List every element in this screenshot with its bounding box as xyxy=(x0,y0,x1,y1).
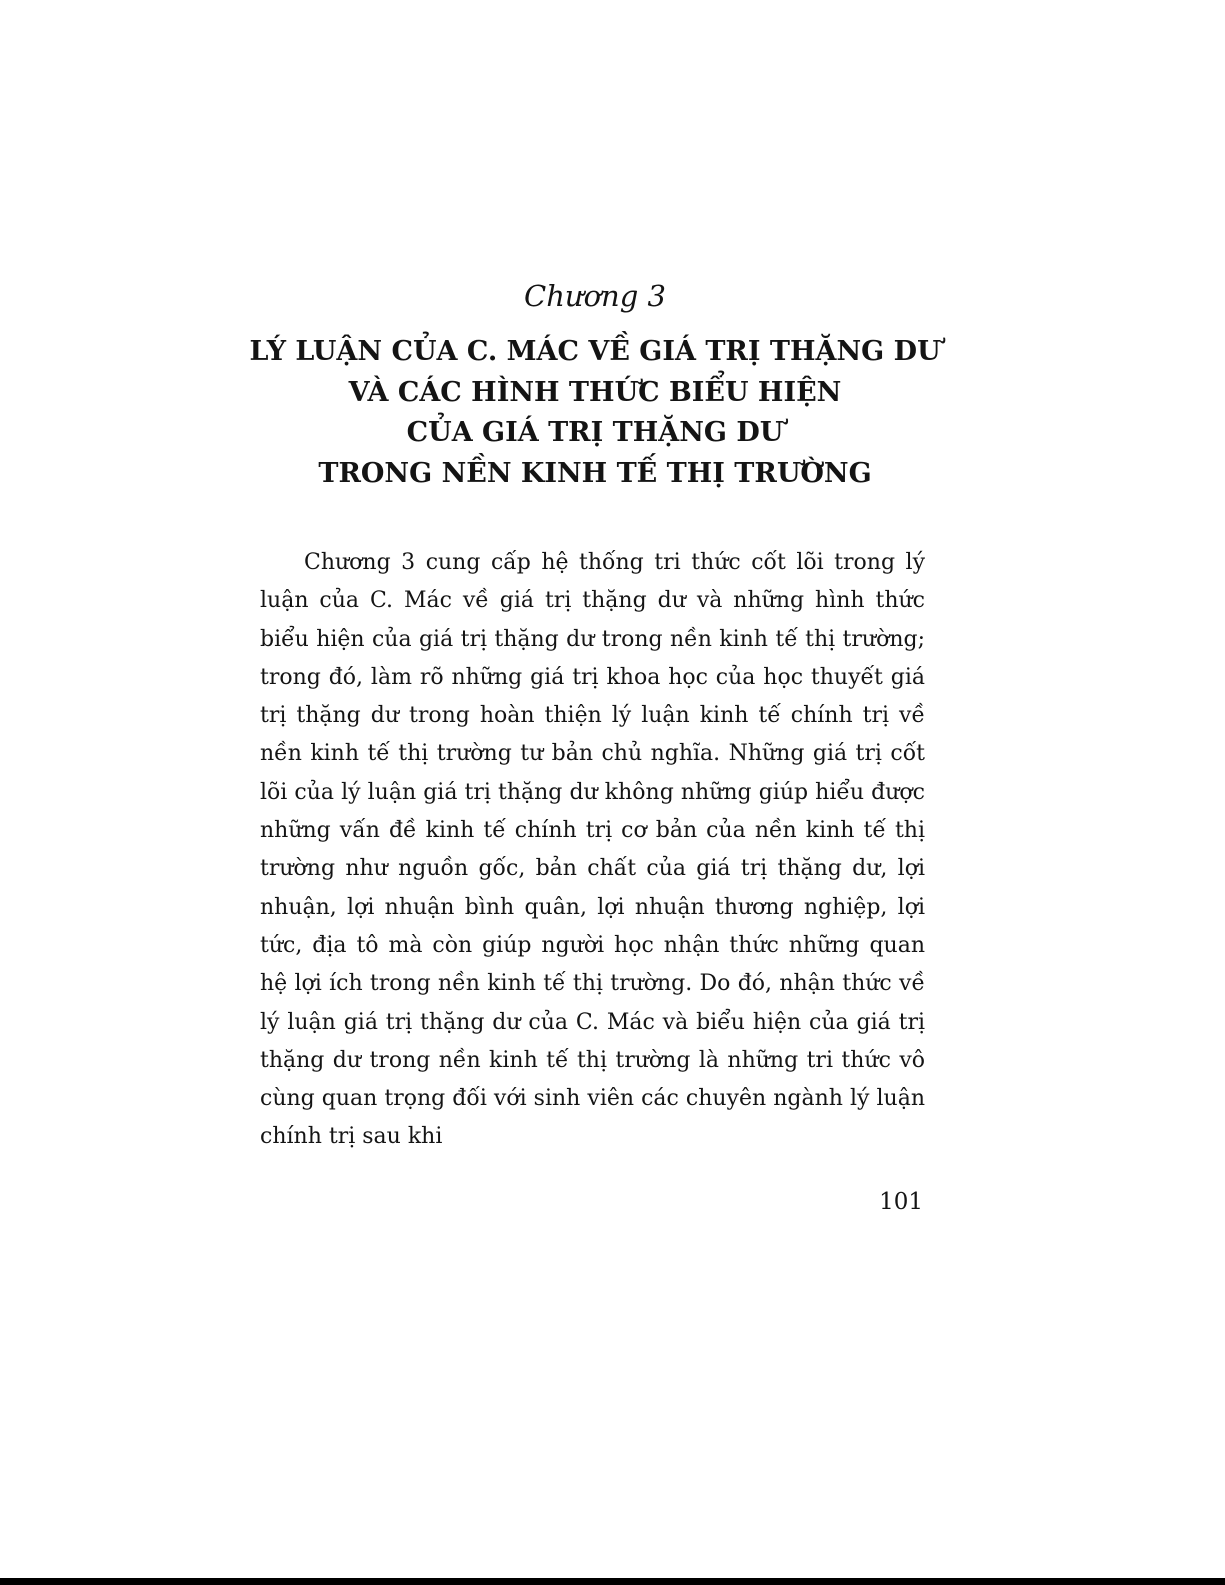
body-paragraph: Chương 3 cung cấp hệ thống tri thức cốt lõi trong lý luận của C. Mác về giá trị thặng dư và những hình thức biểu hiện của giá trị thặng dư trong nền kinh tế thị trường; trong đó, làm rõ những giá trị khoa học của học thuyết giá trị thặng dư trong hoàn thiện lý luận kinh tế chính trị về nền kinh tế thị trường tư bản chủ nghĩa. Những giá trị cốt lõi của lý luận giá trị thặng dư không những giúp hiểu được những vấn đề kinh tế chính trị cơ bản của nền kinh tế thị trường như nguồn gốc, bản chất của giá trị thặng dư, lợi nhuận, lợi nhuận bình quân, lợi nhuận thương nghiệp, lợi tức, địa tô mà còn giúp người học nhận thức những quan hệ lợi ích trong nền kinh tế thị trường. Do đó, nhận thức về lý luận giá trị thặng dư của C. Mác và biểu hiện của giá trị thặng dư trong nền kinh tế thị trường là những tri thức vô cùng quan trọng đối với sinh viên các chuyên ngành lý luận chính trị sau khi xyxy=(260,550,925,1150)
chapter-label: Chương 3 xyxy=(524,279,666,313)
chapter-title-line-3: CỦA GIÁ TRỊ THẶNG DƯ xyxy=(406,417,784,448)
chapter-title-line-1: LÝ LUẬN CỦA C. MÁC VỀ GIÁ TRỊ THẶNG DƯ xyxy=(249,336,941,367)
chapter-title-line-2: VÀ CÁC HÌNH THỨC BIỂU HIỆN xyxy=(348,376,842,408)
chapter-title xyxy=(0,332,1190,494)
chapter-title-line-4: TRONG NỀN KINH TẾ THỊ TRƯỜNG xyxy=(318,457,872,489)
page-number: 101 xyxy=(879,1189,923,1215)
page-bottom-border xyxy=(0,1578,1225,1585)
